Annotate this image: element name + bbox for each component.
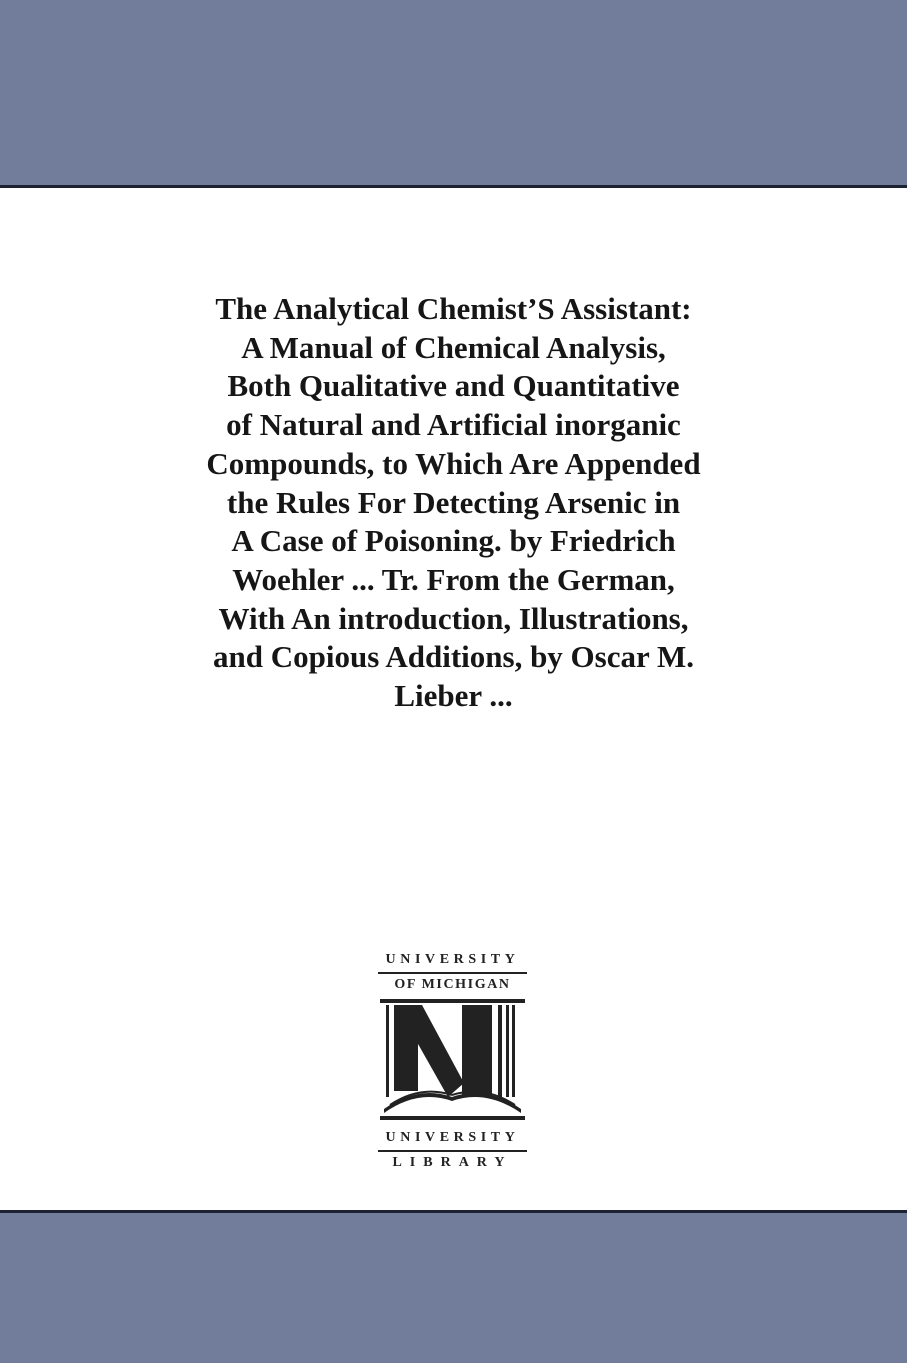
title-line: The Analytical Chemist’S Assistant: — [215, 291, 692, 326]
block-m-book-emblem — [378, 997, 527, 1122]
seal-university-text: UNIVERSITY — [385, 952, 520, 967]
university-library-seal — [375, 952, 530, 1192]
title-line: the Rules For Detecting Arsenic in — [226, 484, 681, 520]
book-title — [120, 290, 787, 716]
top-color-band — [0, 0, 907, 188]
seal-university-text: UNIVERSITY — [385, 1130, 520, 1145]
title-line: Compounds, to Which Are Appended — [206, 445, 701, 481]
seal-michigan-text: OF MICHIGAN — [394, 977, 511, 992]
seal-divider — [378, 972, 527, 974]
title-line: A Manual of Chemical Analysis, — [241, 329, 666, 365]
title-line: Lieber ... — [394, 678, 513, 714]
title-line: With An introduction, Illustrations, — [218, 600, 689, 636]
title-line: and Copious Additions, by Oscar M. — [213, 639, 694, 675]
seal-divider — [378, 1150, 527, 1152]
title-line: of Natural and Artificial inorganic — [226, 407, 681, 443]
title-line: Woehler ... Tr. From the German, — [232, 561, 675, 597]
title-line: A Case of Poisoning. by Friedrich — [231, 523, 676, 559]
seal-library-text: LIBRARY — [392, 1155, 513, 1170]
title-line: Both Qualitative and Quantitative — [227, 368, 680, 404]
bottom-color-band — [0, 1210, 907, 1363]
